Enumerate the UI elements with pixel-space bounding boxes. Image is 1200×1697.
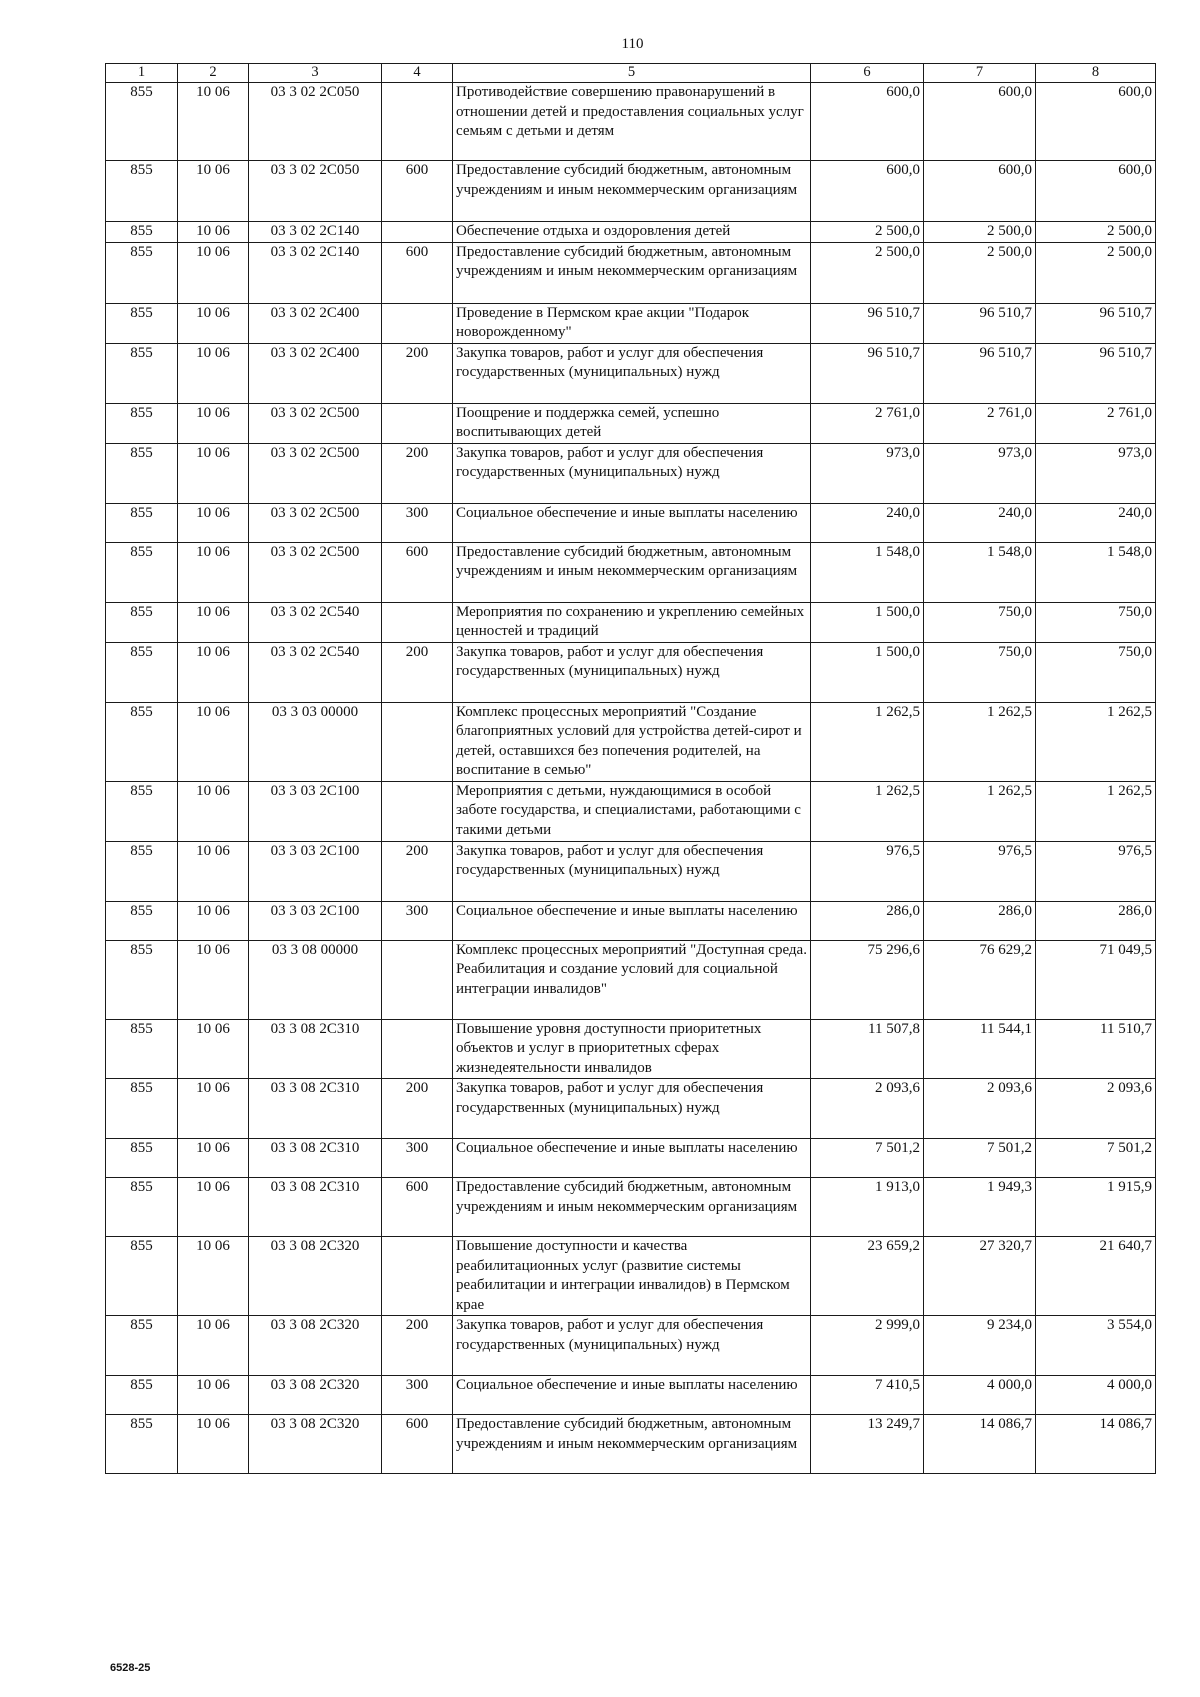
cell-description: Комплекс процессных мероприятий "Создание благоприятных условий для устройства детей-сирот и детей, оставшихся без попечения родителей, на воспитание в семью" xyxy=(453,702,811,781)
cell-section: 10 06 xyxy=(178,1139,249,1178)
cell-amount-2: 1 548,0 xyxy=(924,542,1036,602)
cell-section: 10 06 xyxy=(178,1316,249,1376)
table-row xyxy=(106,303,1156,343)
cell-target-article: 03 3 08 2С310 xyxy=(249,1079,382,1139)
cell-amount-1: 96 510,7 xyxy=(811,303,924,343)
cell-target-article: 03 3 08 2С320 xyxy=(249,1376,382,1415)
cell-section: 10 06 xyxy=(178,242,249,303)
table-row xyxy=(106,781,1156,841)
cell-target-article: 03 3 03 2С100 xyxy=(249,781,382,841)
cell-description: Социальное обеспечение и иные выплаты населению xyxy=(453,503,811,542)
cell-amount-2: 96 510,7 xyxy=(924,343,1036,403)
cell-expense-type xyxy=(382,1237,453,1316)
cell-amount-3: 1 548,0 xyxy=(1036,542,1156,602)
cell-amount-3: 7 501,2 xyxy=(1036,1139,1156,1178)
cell-amount-1: 2 500,0 xyxy=(811,222,924,243)
cell-amount-1: 1 262,5 xyxy=(811,702,924,781)
cell-expense-type: 300 xyxy=(382,1376,453,1415)
cell-amount-3: 600,0 xyxy=(1036,161,1156,222)
cell-target-article: 03 3 02 2С500 xyxy=(249,503,382,542)
cell-description: Предоставление субсидий бюджетным, автономным учреждениям и иным некоммерческим организациям xyxy=(453,1415,811,1474)
cell-section: 10 06 xyxy=(178,1237,249,1316)
table-row xyxy=(106,1316,1156,1376)
cell-description: Социальное обеспечение и иные выплаты населению xyxy=(453,1139,811,1178)
cell-amount-2: 240,0 xyxy=(924,503,1036,542)
cell-section: 10 06 xyxy=(178,1178,249,1237)
cell-amount-2: 1 949,3 xyxy=(924,1178,1036,1237)
cell-amount-1: 1 262,5 xyxy=(811,781,924,841)
cell-section: 10 06 xyxy=(178,403,249,443)
cell-amount-2: 27 320,7 xyxy=(924,1237,1036,1316)
table-row xyxy=(106,642,1156,702)
cell-description: Предоставление субсидий бюджетным, автономным учреждениям и иным некоммерческим организациям xyxy=(453,1178,811,1237)
table-row xyxy=(106,1415,1156,1474)
cell-target-article: 03 3 02 2С140 xyxy=(249,222,382,243)
cell-expense-type: 200 xyxy=(382,642,453,702)
cell-expense-type xyxy=(382,702,453,781)
page-number: 110 xyxy=(621,36,644,52)
cell-amount-2: 1 262,5 xyxy=(924,781,1036,841)
cell-amount-2: 2 761,0 xyxy=(924,403,1036,443)
cell-amount-1: 286,0 xyxy=(811,901,924,940)
cell-amount-3: 286,0 xyxy=(1036,901,1156,940)
table-row xyxy=(106,343,1156,403)
cell-expense-type: 600 xyxy=(382,242,453,303)
cell-section: 10 06 xyxy=(178,343,249,403)
cell-target-article: 03 3 02 2С050 xyxy=(249,83,382,161)
table-row xyxy=(106,403,1156,443)
table-row xyxy=(106,503,1156,542)
cell-description: Социальное обеспечение и иные выплаты населению xyxy=(453,901,811,940)
cell-amount-1: 23 659,2 xyxy=(811,1237,924,1316)
cell-ministry: 855 xyxy=(106,1139,178,1178)
cell-amount-2: 96 510,7 xyxy=(924,303,1036,343)
footer-code: 6528-25 xyxy=(110,1662,151,1674)
cell-target-article: 03 3 03 00000 xyxy=(249,702,382,781)
cell-description: Комплекс процессных мероприятий "Доступная среда. Реабилитация и создание условий для социальной интеграции инвалидов" xyxy=(453,940,811,1019)
cell-amount-2: 14 086,7 xyxy=(924,1415,1036,1474)
cell-amount-3: 1 915,9 xyxy=(1036,1178,1156,1237)
cell-ministry: 855 xyxy=(106,222,178,243)
cell-target-article: 03 3 08 2С310 xyxy=(249,1178,382,1237)
cell-ministry: 855 xyxy=(106,403,178,443)
table-row xyxy=(106,940,1156,1019)
cell-ministry: 855 xyxy=(106,642,178,702)
cell-amount-3: 96 510,7 xyxy=(1036,343,1156,403)
cell-amount-1: 600,0 xyxy=(811,83,924,161)
cell-section: 10 06 xyxy=(178,781,249,841)
cell-amount-3: 2 761,0 xyxy=(1036,403,1156,443)
table-row xyxy=(106,1139,1156,1178)
header-row xyxy=(106,64,1156,83)
cell-target-article: 03 3 02 2С400 xyxy=(249,303,382,343)
column-header: 8 xyxy=(1036,64,1156,83)
cell-target-article: 03 3 02 2С500 xyxy=(249,443,382,503)
column-header: 6 xyxy=(811,64,924,83)
cell-expense-type: 200 xyxy=(382,343,453,403)
table-row xyxy=(106,1178,1156,1237)
cell-expense-type: 300 xyxy=(382,1139,453,1178)
cell-section: 10 06 xyxy=(178,1019,249,1079)
table-row xyxy=(106,443,1156,503)
cell-ministry: 855 xyxy=(106,1237,178,1316)
cell-description: Мероприятия по сохранению и укреплению семейных ценностей и традиций xyxy=(453,602,811,642)
cell-description: Противодействие совершению правонарушений в отношении детей и предоставления социальных услуг семьям с детьми и детям xyxy=(453,83,811,161)
cell-section: 10 06 xyxy=(178,1415,249,1474)
cell-amount-1: 96 510,7 xyxy=(811,343,924,403)
cell-amount-1: 1 500,0 xyxy=(811,642,924,702)
cell-amount-2: 600,0 xyxy=(924,161,1036,222)
cell-ministry: 855 xyxy=(106,940,178,1019)
cell-amount-2: 76 629,2 xyxy=(924,940,1036,1019)
cell-ministry: 855 xyxy=(106,781,178,841)
cell-ministry: 855 xyxy=(106,841,178,901)
cell-amount-1: 7 410,5 xyxy=(811,1376,924,1415)
cell-amount-3: 21 640,7 xyxy=(1036,1237,1156,1316)
cell-amount-3: 3 554,0 xyxy=(1036,1316,1156,1376)
cell-amount-1: 1 913,0 xyxy=(811,1178,924,1237)
cell-ministry: 855 xyxy=(106,1178,178,1237)
cell-amount-3: 750,0 xyxy=(1036,642,1156,702)
cell-section: 10 06 xyxy=(178,901,249,940)
cell-amount-1: 1 548,0 xyxy=(811,542,924,602)
column-header: 2 xyxy=(178,64,249,83)
table-row xyxy=(106,1019,1156,1079)
cell-amount-2: 11 544,1 xyxy=(924,1019,1036,1079)
cell-description: Закупка товаров, работ и услуг для обеспечения государственных (муниципальных) нужд xyxy=(453,642,811,702)
cell-amount-1: 600,0 xyxy=(811,161,924,222)
cell-target-article: 03 3 02 2С540 xyxy=(249,602,382,642)
cell-description: Повышение доступности и качества реабилитационных услуг (развитие системы реабилитации и интеграции инвалидов) в Пермском крае xyxy=(453,1237,811,1316)
table-body xyxy=(106,83,1156,1474)
budget-table xyxy=(105,63,1156,1474)
cell-ministry: 855 xyxy=(106,542,178,602)
cell-expense-type xyxy=(382,1019,453,1079)
cell-target-article: 03 3 08 2С310 xyxy=(249,1139,382,1178)
cell-ministry: 855 xyxy=(106,702,178,781)
cell-expense-type: 600 xyxy=(382,1415,453,1474)
cell-amount-2: 976,5 xyxy=(924,841,1036,901)
cell-description: Закупка товаров, работ и услуг для обеспечения государственных (муниципальных) нужд xyxy=(453,1316,811,1376)
cell-amount-3: 750,0 xyxy=(1036,602,1156,642)
cell-target-article: 03 3 08 2С310 xyxy=(249,1019,382,1079)
cell-target-article: 03 3 08 2С320 xyxy=(249,1415,382,1474)
cell-section: 10 06 xyxy=(178,940,249,1019)
cell-amount-1: 1 500,0 xyxy=(811,602,924,642)
cell-amount-2: 7 501,2 xyxy=(924,1139,1036,1178)
cell-amount-3: 976,5 xyxy=(1036,841,1156,901)
cell-amount-3: 96 510,7 xyxy=(1036,303,1156,343)
cell-section: 10 06 xyxy=(178,702,249,781)
cell-description: Поощрение и поддержка семей, успешно воспитывающих детей xyxy=(453,403,811,443)
cell-section: 10 06 xyxy=(178,222,249,243)
cell-amount-1: 2 999,0 xyxy=(811,1316,924,1376)
cell-amount-3: 973,0 xyxy=(1036,443,1156,503)
cell-target-article: 03 3 02 2С400 xyxy=(249,343,382,403)
cell-amount-1: 2 500,0 xyxy=(811,242,924,303)
cell-amount-3: 14 086,7 xyxy=(1036,1415,1156,1474)
cell-section: 10 06 xyxy=(178,841,249,901)
cell-description: Предоставление субсидий бюджетным, автономным учреждениям и иным некоммерческим организациям xyxy=(453,542,811,602)
cell-expense-type: 300 xyxy=(382,901,453,940)
cell-description: Закупка товаров, работ и услуг для обеспечения государственных (муниципальных) нужд xyxy=(453,1079,811,1139)
cell-target-article: 03 3 03 2С100 xyxy=(249,901,382,940)
table-row xyxy=(106,222,1156,243)
cell-section: 10 06 xyxy=(178,1079,249,1139)
cell-ministry: 855 xyxy=(106,1079,178,1139)
cell-expense-type xyxy=(382,83,453,161)
table-row xyxy=(106,1237,1156,1316)
cell-section: 10 06 xyxy=(178,161,249,222)
cell-amount-1: 7 501,2 xyxy=(811,1139,924,1178)
table-row xyxy=(106,602,1156,642)
cell-ministry: 855 xyxy=(106,1019,178,1079)
cell-description: Закупка товаров, работ и услуг для обеспечения государственных (муниципальных) нужд xyxy=(453,443,811,503)
cell-amount-1: 973,0 xyxy=(811,443,924,503)
cell-description: Обеспечение отдыха и оздоровления детей xyxy=(453,222,811,243)
table-row xyxy=(106,161,1156,222)
column-header: 1 xyxy=(106,64,178,83)
cell-amount-2: 1 262,5 xyxy=(924,702,1036,781)
cell-ministry: 855 xyxy=(106,1415,178,1474)
cell-amount-3: 240,0 xyxy=(1036,503,1156,542)
cell-ministry: 855 xyxy=(106,443,178,503)
table-row xyxy=(106,702,1156,781)
column-header: 5 xyxy=(453,64,811,83)
cell-amount-2: 2 500,0 xyxy=(924,222,1036,243)
table-row xyxy=(106,841,1156,901)
cell-amount-3: 600,0 xyxy=(1036,83,1156,161)
table-row xyxy=(106,901,1156,940)
cell-ministry: 855 xyxy=(106,161,178,222)
cell-description: Закупка товаров, работ и услуг для обеспечения государственных (муниципальных) нужд xyxy=(453,343,811,403)
cell-expense-type: 200 xyxy=(382,443,453,503)
table-row xyxy=(106,542,1156,602)
table-row xyxy=(106,1376,1156,1415)
cell-target-article: 03 3 08 00000 xyxy=(249,940,382,1019)
cell-description: Мероприятия с детьми, нуждающимися в особой заботе государства, и специалистами, работающими с такими детьми xyxy=(453,781,811,841)
cell-ministry: 855 xyxy=(106,1316,178,1376)
cell-expense-type xyxy=(382,303,453,343)
cell-expense-type: 300 xyxy=(382,503,453,542)
cell-amount-3: 1 262,5 xyxy=(1036,781,1156,841)
cell-amount-2: 973,0 xyxy=(924,443,1036,503)
cell-target-article: 03 3 02 2С500 xyxy=(249,542,382,602)
cell-description: Проведение в Пермском крае акции "Подарок новорожденному" xyxy=(453,303,811,343)
cell-section: 10 06 xyxy=(178,503,249,542)
cell-target-article: 03 3 03 2С100 xyxy=(249,841,382,901)
cell-amount-2: 4 000,0 xyxy=(924,1376,1036,1415)
cell-expense-type: 200 xyxy=(382,1079,453,1139)
cell-ministry: 855 xyxy=(106,503,178,542)
cell-amount-2: 9 234,0 xyxy=(924,1316,1036,1376)
cell-ministry: 855 xyxy=(106,242,178,303)
cell-amount-3: 2 500,0 xyxy=(1036,242,1156,303)
cell-amount-1: 2 761,0 xyxy=(811,403,924,443)
cell-amount-1: 11 507,8 xyxy=(811,1019,924,1079)
cell-ministry: 855 xyxy=(106,83,178,161)
table-row xyxy=(106,1079,1156,1139)
table-row xyxy=(106,83,1156,161)
cell-description: Закупка товаров, работ и услуг для обеспечения государственных (муниципальных) нужд xyxy=(453,841,811,901)
cell-description: Предоставление субсидий бюджетным, автономным учреждениям и иным некоммерческим организациям xyxy=(453,242,811,303)
cell-ministry: 855 xyxy=(106,602,178,642)
cell-ministry: 855 xyxy=(106,343,178,403)
cell-section: 10 06 xyxy=(178,1376,249,1415)
cell-amount-1: 976,5 xyxy=(811,841,924,901)
column-header: 3 xyxy=(249,64,382,83)
cell-ministry: 855 xyxy=(106,303,178,343)
cell-description: Предоставление субсидий бюджетным, автономным учреждениям и иным некоммерческим организациям xyxy=(453,161,811,222)
cell-section: 10 06 xyxy=(178,602,249,642)
cell-ministry: 855 xyxy=(106,1376,178,1415)
column-header: 7 xyxy=(924,64,1036,83)
cell-section: 10 06 xyxy=(178,303,249,343)
cell-amount-3: 4 000,0 xyxy=(1036,1376,1156,1415)
cell-expense-type: 600 xyxy=(382,161,453,222)
cell-amount-3: 71 049,5 xyxy=(1036,940,1156,1019)
cell-target-article: 03 3 02 2С500 xyxy=(249,403,382,443)
cell-expense-type xyxy=(382,781,453,841)
cell-target-article: 03 3 08 2С320 xyxy=(249,1237,382,1316)
cell-expense-type xyxy=(382,222,453,243)
cell-amount-3: 2 500,0 xyxy=(1036,222,1156,243)
cell-target-article: 03 3 08 2С320 xyxy=(249,1316,382,1376)
cell-amount-2: 2 093,6 xyxy=(924,1079,1036,1139)
cell-ministry: 855 xyxy=(106,901,178,940)
cell-amount-1: 240,0 xyxy=(811,503,924,542)
cell-expense-type xyxy=(382,602,453,642)
cell-expense-type xyxy=(382,403,453,443)
cell-section: 10 06 xyxy=(178,443,249,503)
cell-expense-type: 600 xyxy=(382,1178,453,1237)
cell-description: Социальное обеспечение и иные выплаты населению xyxy=(453,1376,811,1415)
cell-target-article: 03 3 02 2С140 xyxy=(249,242,382,303)
cell-expense-type: 200 xyxy=(382,1316,453,1376)
cell-amount-3: 2 093,6 xyxy=(1036,1079,1156,1139)
cell-amount-1: 75 296,6 xyxy=(811,940,924,1019)
cell-section: 10 06 xyxy=(178,83,249,161)
cell-expense-type: 200 xyxy=(382,841,453,901)
cell-amount-2: 750,0 xyxy=(924,642,1036,702)
table-row xyxy=(106,242,1156,303)
cell-target-article: 03 3 02 2С050 xyxy=(249,161,382,222)
cell-amount-3: 11 510,7 xyxy=(1036,1019,1156,1079)
cell-section: 10 06 xyxy=(178,642,249,702)
cell-target-article: 03 3 02 2С540 xyxy=(249,642,382,702)
cell-amount-1: 2 093,6 xyxy=(811,1079,924,1139)
cell-amount-2: 600,0 xyxy=(924,83,1036,161)
column-header: 4 xyxy=(382,64,453,83)
cell-amount-2: 750,0 xyxy=(924,602,1036,642)
cell-expense-type xyxy=(382,940,453,1019)
cell-amount-3: 1 262,5 xyxy=(1036,702,1156,781)
cell-expense-type: 600 xyxy=(382,542,453,602)
cell-amount-2: 286,0 xyxy=(924,901,1036,940)
cell-section: 10 06 xyxy=(178,542,249,602)
cell-amount-2: 2 500,0 xyxy=(924,242,1036,303)
cell-amount-1: 13 249,7 xyxy=(811,1415,924,1474)
cell-description: Повышение уровня доступности приоритетных объектов и услуг в приоритетных сферах жизнедеятельности инвалидов xyxy=(453,1019,811,1079)
